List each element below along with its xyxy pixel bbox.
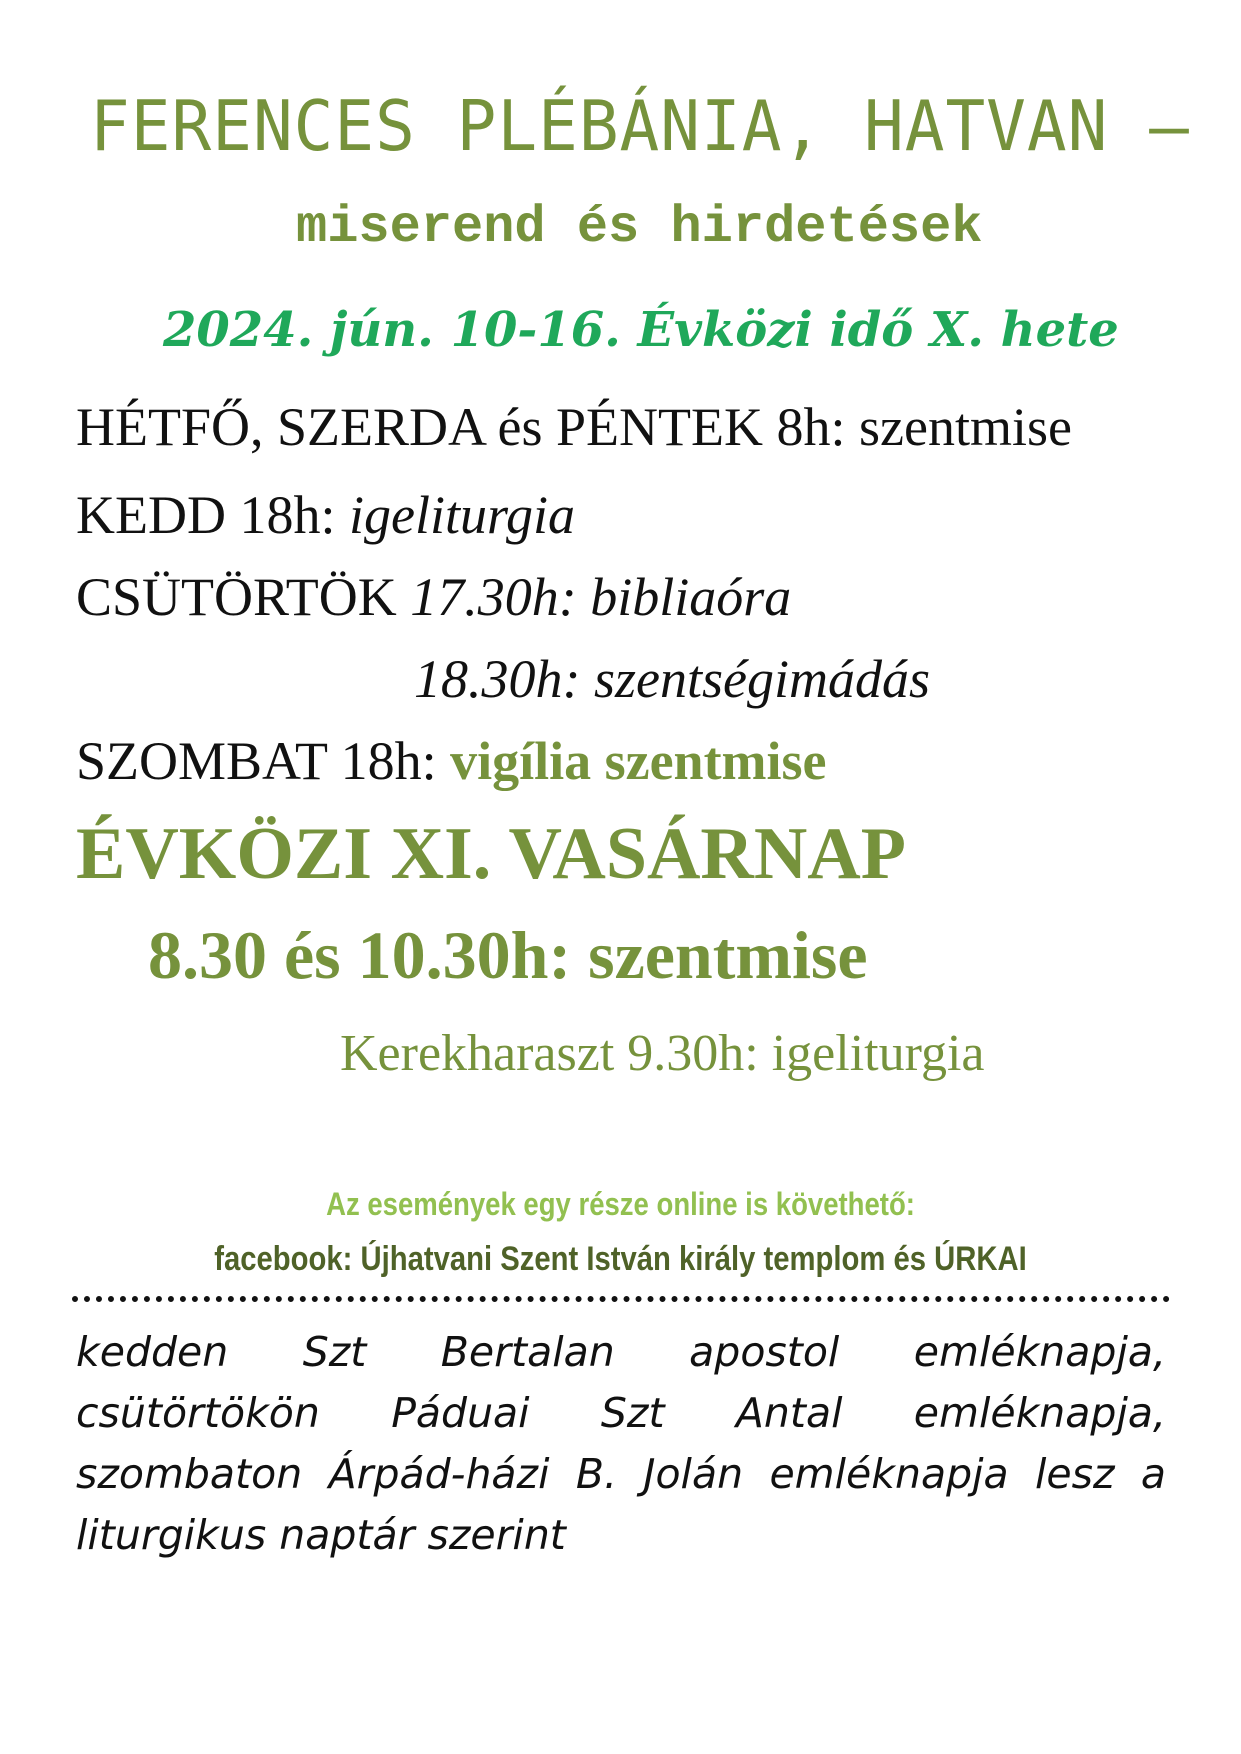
thursday-day: CSÜTÖRTÖK: [76, 567, 411, 627]
thursday-event-bible: 17.30h: bibliaóra: [410, 567, 792, 627]
tuesday-day: KEDD 18h:: [76, 485, 349, 545]
facebook-notice: facebook: Újhatvani Szent István király templom és ÚRKAI: [214, 1240, 1027, 1278]
sunday-mass-times: 8.30 és 10.30h: szentmise: [148, 917, 868, 993]
dotted-divider: [72, 1296, 1170, 1302]
schedule-weekdays: HÉTFŐ, SZERDA és PÉNTEK 8h: szentmise: [76, 397, 1072, 457]
schedule-tuesday: [76, 484, 575, 546]
saturday-day: SZOMBAT 18h:: [76, 731, 451, 791]
saturday-event: vigília szentmise: [450, 731, 827, 791]
schedule-saturday: [76, 730, 827, 792]
week-heading: 2024. jún. 10-16. Évközi idő X. hete: [163, 302, 1119, 358]
page-subtitle: miserend és hirdetések: [296, 198, 983, 257]
feast-days-note: kedden Szt Bertalan apostol emléknapja, csütörtökön Páduai Szt Antal emléknapja, szombaton Árpád-házi B. Jolán emléknapja lesz a liturgikus naptár szerint: [76, 1328, 1166, 1559]
online-notice: Az események egy része online is követhető:: [326, 1186, 915, 1222]
thursday-event-adoration: 18.30h: szentségimádás: [414, 649, 930, 709]
sunday-title: ÉVKÖZI XI. VASÁRNAP: [76, 813, 906, 895]
page-title: FERENCES PLÉBÁNIA, HATVAN –: [90, 86, 1190, 167]
kerekharaszt-liturgy: Kerekharaszt 9.30h: igeliturgia: [340, 1025, 985, 1082]
schedule-thursday: [76, 566, 791, 628]
tuesday-event: igeliturgia: [348, 485, 575, 545]
